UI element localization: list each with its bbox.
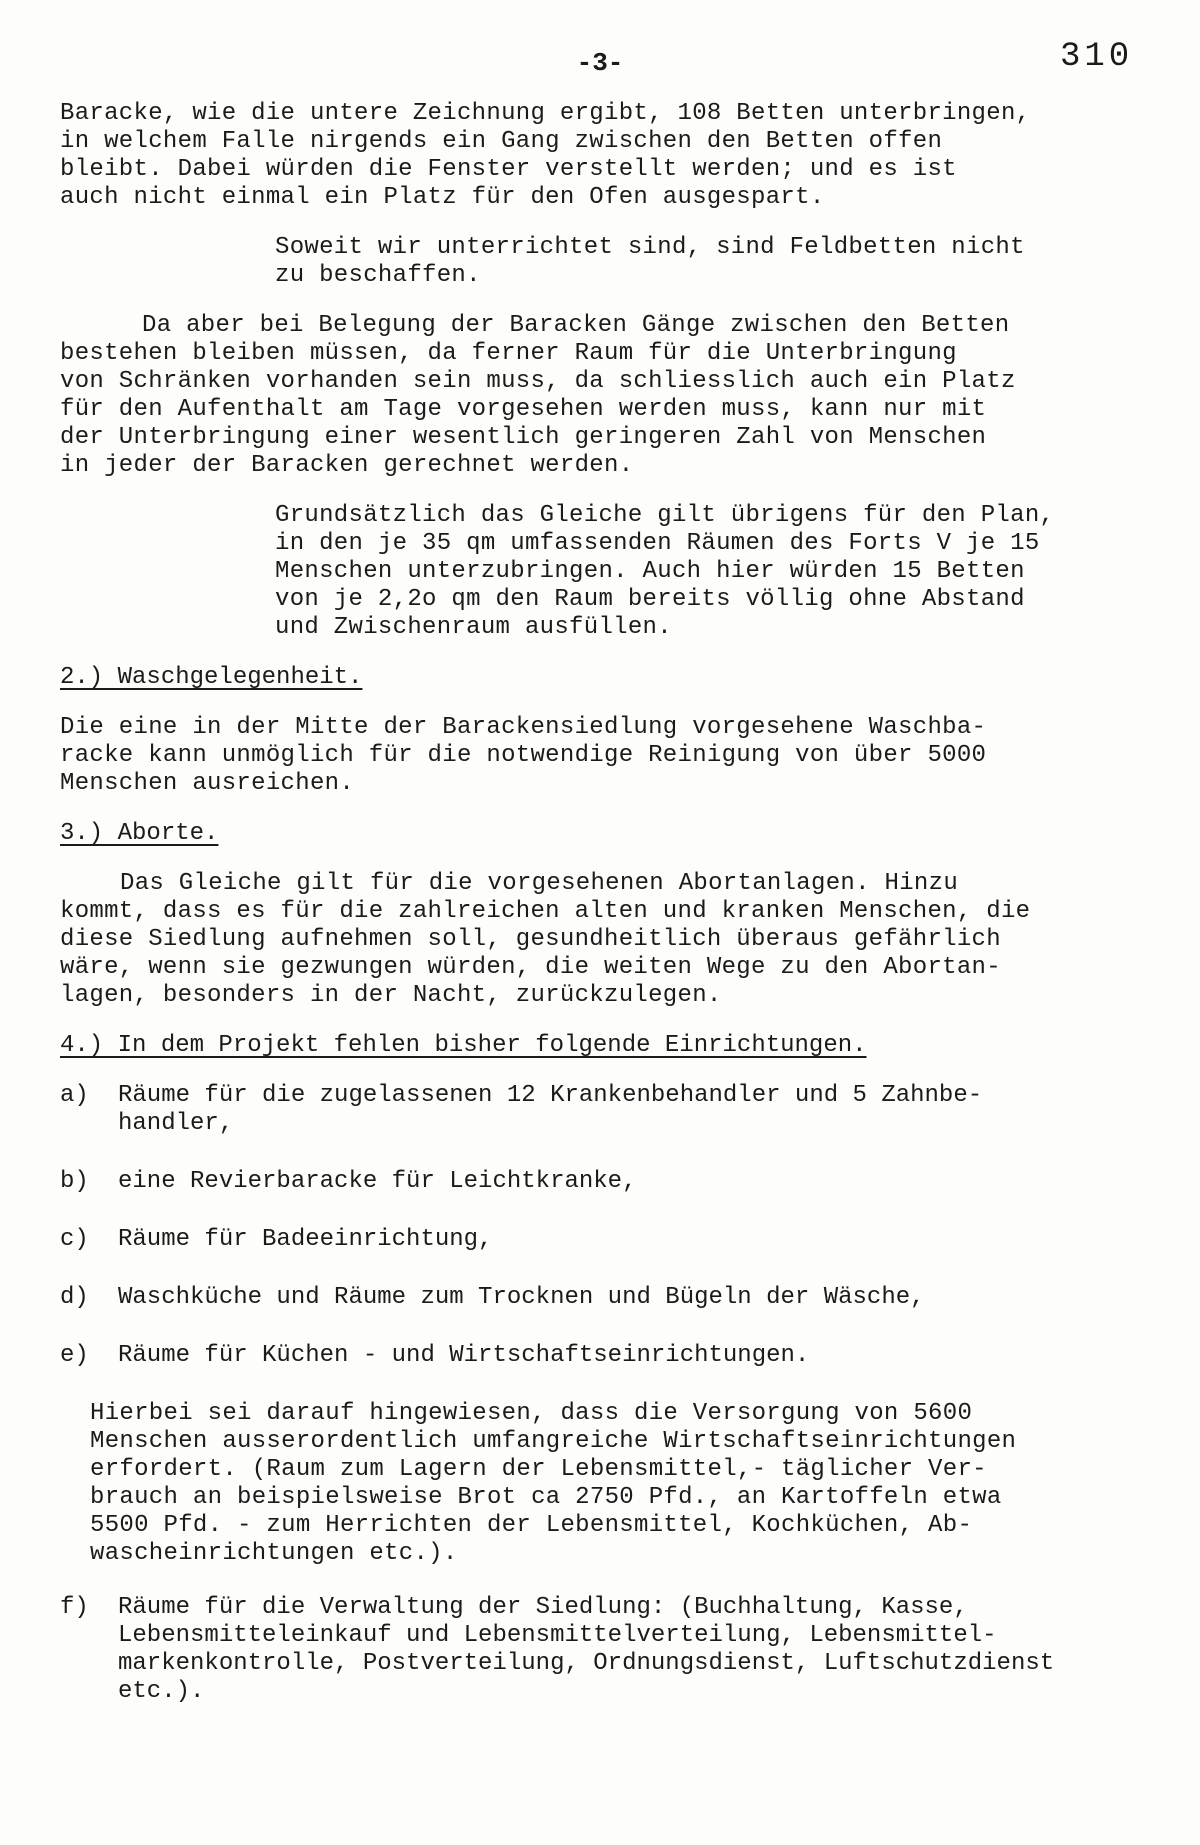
list-item-text: Räume für die Verwaltung der Siedlung: (Buchhaltung, Kasse, Lebensmitteleinkauf und Lebensmittelverteilung, Lebensmittel- markenkontrolle, Postverteilung, Ordnungsdienst, Luftschutzdienst etc.). — [118, 1594, 1055, 1705]
list-item-text: Räume für Badeeinrichtung, — [118, 1226, 493, 1253]
list-item — [60, 1082, 1180, 1138]
list-item-letter: c) — [60, 1226, 89, 1253]
section-heading-missing-facilities: 4.) In dem Projekt fehlen bisher folgende Einrichtungen. — [60, 1032, 867, 1059]
paragraph-fort-v: Grundsätzlich das Gleiche gilt übrigens für den Plan, in den je 35 qm umfassenden Räumen des Forts V je 15 Menschen unterzubringen. Auch hier würden 15 Betten von je 2,2o qm den Raum bereits völlig ohne Abstand und Zwischenraum ausfüllen. — [275, 502, 1055, 641]
paragraph-supply-note: Hierbei sei darauf hingewiesen, dass die Versorgung von 5600 Menschen ausserordentlich umfangreiche Wirtschaftseinrichtungen erfordert. (Raum zum Lagern der Lebensmittel,- täglicher Ver- brauch an beispielsweise Brot ca 2750 Pfd., an Kartoffeln etwa 5500 Pfd. - zum Herrichten der Lebensmittel, Kochküchen, Ab- wascheinrichtungen etc.). — [90, 1400, 1017, 1567]
list-item-letter: a) — [60, 1082, 89, 1109]
list-item — [60, 1168, 1180, 1196]
list-item-letter: b) — [60, 1168, 89, 1195]
list-item-letter: e) — [60, 1342, 89, 1369]
section-heading-washing: 2.) Waschgelegenheit. — [60, 664, 363, 691]
list-item — [60, 1342, 1180, 1370]
list-item-text: eine Revierbaracke für Leichtkranke, — [118, 1168, 637, 1195]
list-item-letter: f) — [60, 1594, 89, 1621]
list-item — [60, 1226, 1180, 1254]
list-item-letter: d) — [60, 1284, 89, 1311]
paragraph-field-beds: Soweit wir unterrichtet sind, sind Feldbetten nicht zu beschaffen. — [275, 234, 1025, 289]
paragraph-washing: Die eine in der Mitte der Barackensiedlung vorgesehene Waschba- racke kann unmöglich für die notwendige Reinigung von über 5000 Menschen ausreichen. — [60, 714, 987, 797]
section-heading-latrines: 3.) Aborte. — [60, 820, 219, 847]
paragraph-barracks-occupancy: Da aber bei Belegung der Baracken Gänge zwischen den Betten bestehen bleiben müssen, da ferner Raum für die Unterbringung von Schränken vorhanden sein muss, da schliesslich auch ein Platz für den Aufenthalt am Tage vorgesehen werden muss, kann nur mit der Unterbringung einer wesentlich geringeren Zahl von Menschen in jeder der Baracken gerechnet werden. — [60, 312, 1016, 479]
document-body — [60, 100, 1180, 1736]
list-item-text: Räume für Küchen - und Wirtschaftseinrichtungen. — [118, 1342, 810, 1369]
list-item-text: Waschküche und Räume zum Trocknen und Bügeln der Wäsche, — [118, 1284, 925, 1311]
paragraph-barracks-beds: Baracke, wie die untere Zeichnung ergibt, 108 Betten unterbringen, in welchem Falle nirgends ein Gang zwischen den Betten offen bleibt. Dabei würden die Fenster verstellt werden; und es ist auch nicht einmal ein Platz für den Ofen ausgespart. — [60, 100, 1031, 211]
page-number: -3- — [576, 48, 624, 78]
list-item — [60, 1284, 1180, 1312]
list-item-text: Räume für die zugelassenen 12 Krankenbehandler und 5 Zahnbe- handler, — [118, 1082, 983, 1137]
folio-number: 310 — [1060, 38, 1134, 76]
list-item — [60, 1594, 1180, 1706]
paragraph-latrines: Das Gleiche gilt für die vorgesehenen Abortanlagen. Hinzu kommt, dass es für die zahlreichen alten und kranken Menschen, die diese Siedlung aufnehmen soll, gesundheitlich überaus gefährlich wäre, wenn sie gezwungen würden, die weiten Wege zu den Abortan- lagen, besonders in der Nacht, zurückzulegen. — [60, 870, 1031, 1009]
